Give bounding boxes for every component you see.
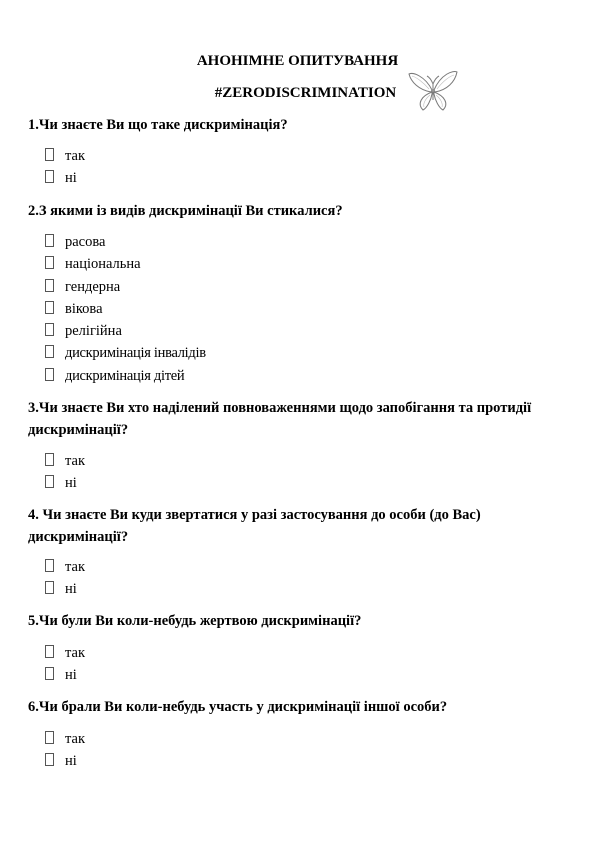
checkbox-icon[interactable] [45,731,54,744]
option-label: так [65,731,85,747]
option-label: ні [65,753,77,770]
option-label: релігійна [65,323,122,340]
checkbox-icon[interactable] [45,301,54,314]
option-label: так [65,645,85,661]
checkbox-icon[interactable] [45,170,54,183]
option-label: вікова [65,300,103,317]
checkbox-icon[interactable] [45,234,54,247]
option-no[interactable] [45,750,85,772]
option-yes[interactable] [45,556,85,578]
option-religious[interactable] [45,320,206,342]
option-age[interactable] [45,298,206,320]
option-yes[interactable] [45,728,85,750]
option-label: так [65,559,85,575]
question-5-text: 5.Чи були Ви коли-небудь жертвою дискримінації? [28,613,362,629]
option-yes[interactable] [45,145,85,167]
option-label: так [65,453,85,469]
checkbox-icon[interactable] [45,581,54,594]
checkbox-icon[interactable] [45,256,54,269]
option-no[interactable] [45,472,85,494]
question-6-options [45,728,85,773]
checkbox-icon[interactable] [45,279,54,292]
checkbox-icon[interactable] [45,667,54,680]
option-label: дискримінація інвалідів [65,345,206,362]
checkbox-icon[interactable] [45,475,54,488]
option-label: національна [65,256,141,273]
survey-title: АНОНІМНЕ ОПИТУВАННЯ [196,53,399,69]
checkbox-icon[interactable] [45,148,54,161]
option-no[interactable] [45,664,85,686]
option-label: ні [65,170,77,187]
option-label: ні [65,581,77,598]
checkbox-icon[interactable] [45,368,54,381]
question-3-options [45,450,85,495]
question-3-text: 3.Чи знаєте Ви хто наділений повноваженнями щодо запобігання та протидії дискримінації? [28,400,532,438]
option-gender[interactable] [45,276,206,298]
option-label: дискримінація дітей [65,367,185,384]
option-disability[interactable] [45,342,206,364]
option-yes[interactable] [45,642,85,664]
question-4-options [45,556,85,601]
option-yes[interactable] [45,450,85,472]
option-no[interactable] [45,578,85,600]
option-national[interactable] [45,253,206,275]
question-1-text: 1.Чи знаєте Ви що таке дискримінація? [28,117,288,133]
checkbox-icon[interactable] [45,345,54,358]
option-label: гендерна [65,278,121,295]
question-5-options [45,642,85,687]
checkbox-icon[interactable] [45,559,54,572]
survey-hashtag: #ZERODISCRIMINATION [214,85,397,101]
option-label: ні [65,475,77,492]
question-2-text: 2.З якими із видів дискримінації Ви стикалися? [28,203,343,219]
checkbox-icon[interactable] [45,323,54,336]
question-2-options [45,231,206,387]
option-label: так [65,148,85,164]
option-label: расова [65,234,106,250]
question-6-text: 6.Чи брали Ви коли-небудь участь у дискримінації іншої особи? [28,699,448,715]
question-1-options [45,145,85,190]
question-4-text: 4. Чи знаєте Ви куди звертатися у разі застосування до особи (до Вас) дискримінації? [28,507,481,545]
option-children[interactable] [45,365,206,387]
option-label: ні [65,667,77,684]
checkbox-icon[interactable] [45,753,54,766]
checkbox-icon[interactable] [45,453,54,466]
butterfly-icon [407,70,459,114]
option-racial[interactable] [45,231,206,253]
option-no[interactable] [45,167,85,189]
checkbox-icon[interactable] [45,645,54,658]
